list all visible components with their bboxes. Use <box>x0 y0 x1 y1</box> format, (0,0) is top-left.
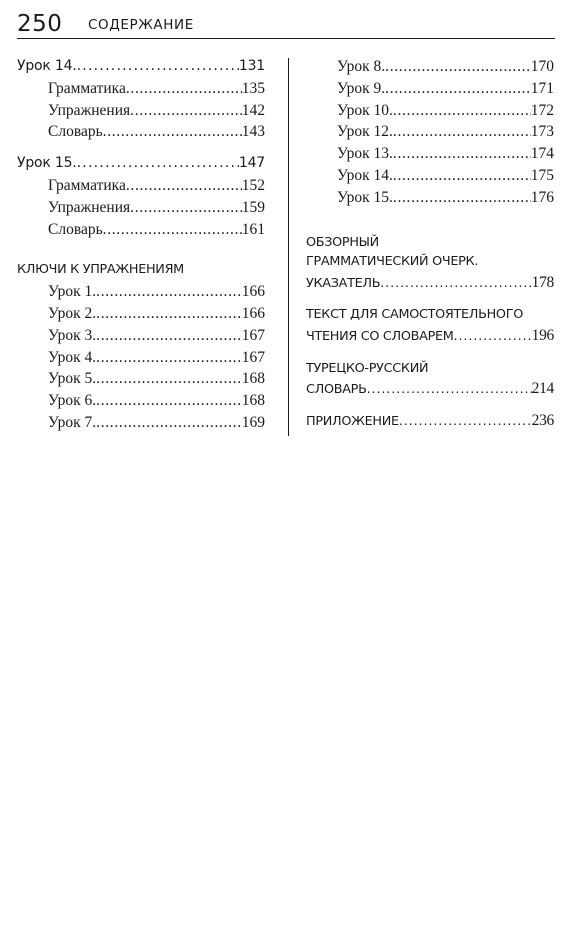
toc-entry-page: 178 <box>531 273 554 291</box>
toc-entry-label: Грамматика <box>48 79 126 97</box>
toc-left-column <box>17 56 265 434</box>
toc-entry-page: 159 <box>241 198 265 216</box>
dot-leader <box>367 379 532 400</box>
toc-entry-key-lesson-8[interactable] <box>306 56 554 78</box>
dot-leader <box>393 143 531 165</box>
dot-leader <box>96 347 242 369</box>
toc-entry-appendix[interactable] <box>306 410 554 432</box>
toc-entry-key-lesson-1[interactable] <box>17 281 265 303</box>
dot-leader <box>126 175 242 197</box>
toc-entry-key-lesson-7[interactable] <box>17 412 265 434</box>
toc-entry-page: 142 <box>241 101 265 119</box>
toc-entry-key-lesson-14[interactable] <box>306 165 554 187</box>
toc-entry-key-lesson-12[interactable] <box>306 121 554 143</box>
toc-entry-label: Урок 9. <box>337 79 386 97</box>
toc-entry-page: 236 <box>531 411 554 429</box>
toc-entry-title-line: ГРАММАТИЧЕСКИЙ ОЧЕРК. <box>306 254 479 270</box>
toc-entry-label: УКАЗАТЕЛЬ <box>306 275 381 291</box>
toc-entry-key-lesson-2[interactable] <box>17 303 265 325</box>
dot-leader <box>130 197 242 219</box>
toc-entry-key-lesson-9[interactable] <box>306 78 554 100</box>
toc-entry-page: 214 <box>531 380 554 398</box>
dot-leader <box>385 78 531 100</box>
toc-entry-key-lesson-10[interactable] <box>306 100 554 122</box>
toc-entry-dictionary[interactable] <box>306 359 554 400</box>
toc-entry-page: 168 <box>241 392 265 410</box>
dot-leader <box>393 100 531 122</box>
toc-entry-label: Урок 5. <box>48 370 97 388</box>
toc-entry-lesson-15-grammar[interactable] <box>17 175 265 197</box>
toc-entry-page: 143 <box>241 123 265 141</box>
toc-entry-label: Упражнения <box>48 101 131 119</box>
toc-entry-lesson-14[interactable] <box>17 56 265 78</box>
dot-leader <box>393 187 531 209</box>
dot-leader <box>130 100 242 122</box>
toc-entry-page: 166 <box>241 283 265 301</box>
toc-entry-page: 152 <box>241 176 265 194</box>
toc-entry-label: Упражнения <box>48 198 131 216</box>
toc-entry-page: 161 <box>241 220 265 238</box>
toc-entry-page: 172 <box>530 101 554 119</box>
toc-entry-label: Урок 6. <box>48 392 97 410</box>
toc-entry-lesson-14-grammar[interactable] <box>17 78 265 100</box>
toc-entry-grammar-overview[interactable] <box>306 233 554 294</box>
toc-entry-label: Урок 14. <box>17 58 77 74</box>
toc-entry-lesson-15-exercises[interactable] <box>17 197 265 219</box>
toc-entry-page: 131 <box>238 58 265 74</box>
dot-leader <box>96 325 242 347</box>
toc-entry-key-lesson-15[interactable] <box>306 187 554 209</box>
toc-entry-page: 173 <box>530 123 554 141</box>
toc-entry-page: 176 <box>530 188 554 206</box>
toc-entry-label: Словарь <box>48 123 103 141</box>
dot-leader <box>96 412 242 434</box>
toc-entry-label: Урок 4. <box>48 348 97 366</box>
dot-leader <box>77 56 239 78</box>
toc-entry-last-line <box>306 272 554 294</box>
toc-right-column <box>306 56 554 432</box>
toc-section-title: КЛЮЧИ К УПРАЖНЕНИЯМ <box>17 262 184 278</box>
toc-entry-page: 168 <box>241 370 265 388</box>
toc-entry-reading-text[interactable] <box>306 305 554 346</box>
toc-entry-label: Урок 15. <box>17 155 77 172</box>
dot-leader <box>96 390 242 412</box>
toc-entry-page: 174 <box>530 145 554 163</box>
toc-entry-page: 135 <box>241 79 265 97</box>
dot-leader <box>103 121 242 143</box>
toc-entry-label: Урок 14. <box>337 166 393 184</box>
toc-entry-key-lesson-3[interactable] <box>17 325 265 347</box>
toc-entry-title-line: ТУРЕЦКО-РУССКИЙ <box>306 360 429 376</box>
dot-leader <box>454 326 532 347</box>
dot-leader <box>385 56 531 78</box>
dot-leader <box>126 78 242 100</box>
toc-entry-last-line <box>306 325 554 347</box>
toc-entry-page: 170 <box>530 58 554 75</box>
toc-entry-label: СЛОВАРЬ <box>306 382 367 398</box>
toc-entry-key-lesson-4[interactable] <box>17 347 265 369</box>
toc-entry-key-lesson-6[interactable] <box>17 390 265 412</box>
toc-entry-label: ЧТЕНИЯ СО СЛОВАРЕМ <box>306 328 454 344</box>
dot-leader <box>399 411 532 432</box>
toc-entry-label: Урок 3. <box>48 326 97 344</box>
toc-entry-page: 166 <box>241 304 265 322</box>
toc-section-keys-heading[interactable] <box>17 259 265 281</box>
toc-entry-page: 171 <box>530 79 554 97</box>
toc-entry-key-lesson-5[interactable] <box>17 368 265 390</box>
toc-entry-page: 169 <box>241 413 265 431</box>
toc-entry-label: Словарь <box>48 220 103 238</box>
toc-entry-last-line <box>306 378 554 400</box>
toc-entry-lesson-14-vocabulary[interactable] <box>17 121 265 143</box>
toc-entry-lesson-15-vocabulary[interactable] <box>17 219 265 241</box>
dot-leader <box>96 368 242 390</box>
toc-entry-label: Урок 12. <box>337 123 393 141</box>
column-divider <box>288 58 289 436</box>
page-number: 250 <box>17 11 63 37</box>
toc-entry-label: ПРИЛОЖЕНИЕ <box>306 413 399 429</box>
toc-entry-label: Урок 1. <box>48 283 97 301</box>
running-title: СОДЕРЖАНИЕ <box>88 17 194 33</box>
toc-entry-lesson-14-exercises[interactable] <box>17 100 265 122</box>
dot-leader <box>393 121 531 143</box>
toc-entry-label: Урок 13. <box>337 145 393 163</box>
toc-entry-title-line: ТЕКСТ ДЛЯ САМОСТОЯТЕЛЬНОГО <box>306 307 523 323</box>
toc-entry-label: Грамматика <box>48 176 126 194</box>
toc-entry-page: 167 <box>241 348 265 366</box>
dot-leader <box>96 281 242 303</box>
toc-entry-label: Урок 2. <box>48 304 97 322</box>
toc-entry-label: Урок 8. <box>337 58 386 75</box>
toc-entry-lesson-15[interactable] <box>17 153 265 175</box>
dot-leader <box>380 273 531 294</box>
toc-entry-page: 147 <box>238 155 265 172</box>
page-header <box>17 10 555 39</box>
toc-entry-page: 167 <box>241 326 265 344</box>
dot-leader <box>393 165 531 187</box>
dot-leader <box>103 219 242 241</box>
toc-entry-title-line: ОБЗОРНЫЙ <box>306 234 379 250</box>
toc-entry-page: 196 <box>531 326 554 344</box>
toc-entry-label: Урок 10. <box>337 101 393 119</box>
toc-entry-label: Урок 15. <box>337 188 393 206</box>
dot-leader <box>96 303 242 325</box>
dot-leader <box>77 153 239 175</box>
toc-entry-page: 175 <box>530 166 554 184</box>
toc-entry-label: Урок 7. <box>48 413 97 431</box>
toc-entry-key-lesson-13[interactable] <box>306 143 554 165</box>
